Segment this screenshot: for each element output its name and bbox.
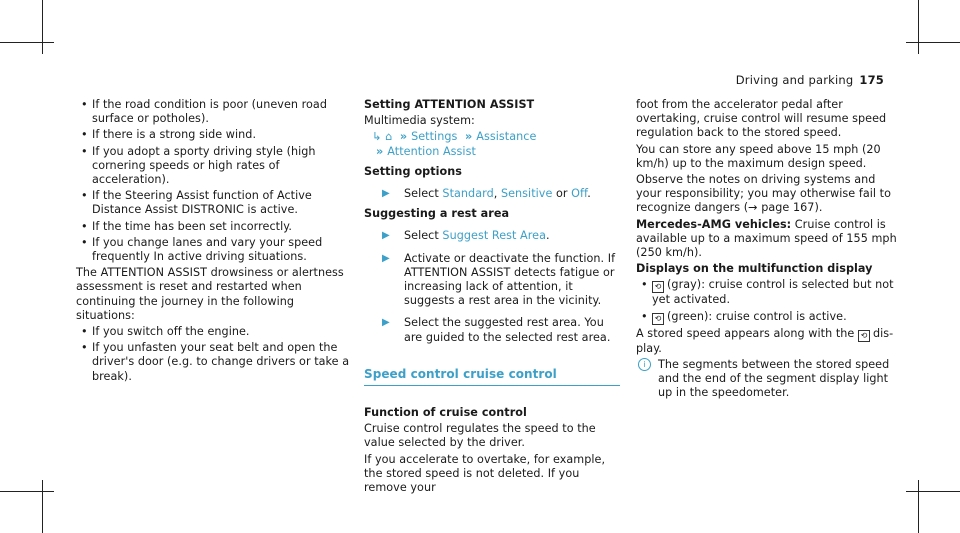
function-paragraph: Cruise control regulates the speed to the value selected by the driver. (364, 422, 596, 450)
options-heading: Setting options (364, 164, 462, 178)
crop-mark (906, 491, 960, 492)
chevron-icon: » (376, 144, 384, 158)
info-icon: i (638, 358, 651, 371)
play-arrow-icon: ▶ (382, 252, 390, 264)
crop-mark (906, 42, 960, 43)
section-title: Speed control cruise control (364, 367, 620, 386)
column-2 (364, 98, 620, 497)
column-1 (76, 98, 351, 386)
crop-mark (0, 491, 54, 492)
crop-mark (918, 480, 919, 533)
play-arrow-icon: ▶ (382, 317, 390, 329)
list-item: • ⟲ (green): cruise control is active. (636, 310, 898, 325)
list-item: • If the road condition is poor (uneven road surface or potholes). (76, 98, 351, 126)
play-arrow-icon: ▶ (382, 188, 390, 200)
menu-path (364, 130, 620, 158)
option-standard[interactable]: Standard (442, 187, 494, 201)
setting-heading: Setting ATTENTION ASSIST (364, 98, 535, 111)
list-item: • If there is a strong side wind. (76, 128, 351, 142)
condition-list (76, 98, 351, 264)
display-heading: Displays on the multifunction display (636, 262, 873, 276)
cruise-control-icon: ⟲ (652, 281, 664, 293)
info-note: i The segments between the stored speed and the end of the segment display light up in the speedometer. (636, 358, 898, 401)
display-list (636, 278, 898, 324)
option-off[interactable]: Off (571, 187, 588, 201)
paragraph: A stored speed appears along with the ⟲ display. (636, 326, 894, 355)
list-item: • If you switch off the engine. (76, 325, 351, 339)
list-item: • If you adopt a sporty driving style (high cornering speeds or high rates of acceleration). (76, 145, 351, 188)
step-select-option: ▶ Select Standard, Sensitive or Off. (382, 187, 591, 201)
page-header (736, 73, 884, 87)
menu-attention-assist[interactable]: Attention Assist (387, 144, 476, 158)
menu-assistance[interactable]: Assistance (476, 130, 537, 144)
option-suggest-rest-area[interactable]: Suggest Rest Area (442, 229, 546, 243)
system-label: Multimedia system: (364, 114, 475, 128)
list-item: • If the Steering Assist function of Active Distance Assist DISTRONIC is active. (76, 189, 351, 217)
cruise-control-icon: ⟲ (858, 330, 870, 342)
page-number: 175 (859, 73, 884, 87)
list-item: • If you change lanes and vary your speed frequently In active driving situations. (76, 236, 351, 264)
return-arrow-icon: ↳ (372, 130, 382, 144)
accelerate-paragraph: If you accelerate to overtake, for example, the stored speed is not deleted. If you remove your (364, 452, 606, 495)
option-sensitive[interactable]: Sensitive (500, 187, 553, 201)
paragraph: Observe the notes on driving systems and your responsibility; you may otherwise fail to recognize dangers (→ page 167). (636, 173, 891, 215)
play-arrow-icon: ▶ (382, 230, 390, 242)
chevron-icon: » (465, 130, 473, 144)
crop-mark (0, 42, 54, 43)
rest-heading: Suggesting a rest area (364, 207, 510, 221)
home-icon[interactable]: ⌂ (385, 130, 393, 144)
list-item: • If the time has been set incorrectly. (76, 220, 351, 234)
paragraph: You can store any speed above 15 mph (20 km/h) up to the maximum design speed. (636, 142, 881, 170)
crop-mark (42, 480, 43, 533)
menu-settings[interactable]: Settings (411, 130, 458, 144)
reset-paragraph: The ATTENTION ASSIST drowsiness or alertness assessment is reset and restarted when continuing the journey in the following situations: (76, 266, 344, 322)
crop-mark (42, 0, 43, 54)
step-suggest: ▶ Select Suggest Rest Area. (382, 229, 550, 243)
crop-mark (918, 0, 919, 54)
step-select-rest-area: ▶ Select the suggested rest area. You are guided to the selected rest area. (382, 316, 611, 344)
paragraph: foot from the accelerator pedal after overtaking, cruise control will resume speed regulation back to the stored speed. (636, 98, 887, 140)
list-item: • If you unfasten your seat belt and open the driver's door (e.g. to change drivers or take a break). (76, 341, 351, 384)
step-activate: ▶ Activate or deactivate the function. If ATTENTION ASSIST detects fatigue or increasing lack of attention, it suggests a rest area in the vicinity. (382, 251, 616, 308)
section-name: Driving and parking (735, 73, 854, 87)
amg-paragraph: Mercedes-AMG vehicles: Cruise control is available up to a maximum speed of 155 mph (250 km/h). (636, 217, 897, 260)
chevron-icon: » (399, 130, 408, 144)
list-item: • ⟲ (gray): cruise control is selected but not yet activated. (636, 278, 898, 307)
function-heading: Function of cruise control (364, 406, 527, 420)
column-3 (636, 98, 898, 400)
reset-list (76, 325, 351, 384)
cruise-control-icon: ⟲ (652, 313, 664, 325)
